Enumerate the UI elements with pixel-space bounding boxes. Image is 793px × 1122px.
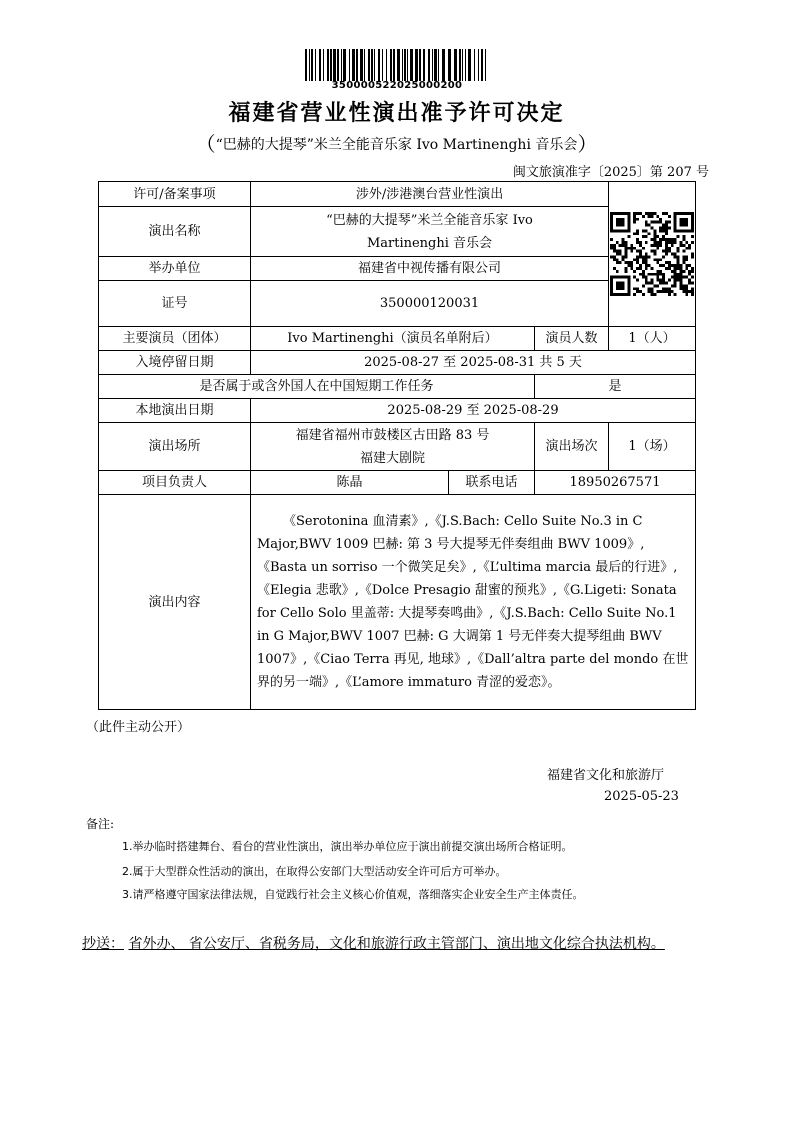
label-venue: 演出场所	[99, 423, 251, 471]
value-entry-stay-dates: 2025-08-27 至 2025-08-31 共 5 天	[251, 351, 696, 375]
value-performer-count: 1（人）	[609, 327, 696, 351]
document-title: 福建省营业性演出准予许可决定	[228, 100, 565, 126]
label-license-number: 证号	[99, 281, 251, 327]
barcode	[305, 49, 489, 81]
value-program: 《Serotonina 血清素》,《J.S.Bach: Cello Suite No.3 in C Major,BWV 1009 巴赫: 第 3 号大提琴无伴奏组曲 BWV 1009》,《Basta un sorriso 一个微笑足矣》,《L’ultima marcia 最后的行进》,《Elegia 悲歌》,《Dolce Presagio 甜蜜的预兆》,《G.Ligeti: Sonata for Cello Solo 里盖蒂: 大提琴奏鸣曲》,《J.S.Bach: Cello Suite No.1 in G Major,BWV 1007 巴赫: G 大调第 1 号无伴奏大提琴组曲 BWV 1007》,《Ciao Terra 再见, 地球》,《Dall’altra parte del mondo 在世界的另一端》,《L’amore immaturo 青涩的爱恋》。	[251, 495, 696, 710]
label-project-leader: 项目负责人	[99, 471, 251, 495]
label-organizer: 举办单位	[99, 257, 251, 281]
label-main-performers: 主要演员（团体）	[99, 327, 251, 351]
label-local-dates: 本地演出日期	[99, 399, 251, 423]
value-performance-name	[251, 207, 609, 257]
qr-code-cell	[609, 182, 696, 327]
value-license-number: 350000120031	[251, 281, 609, 327]
value-show-count: 1（场）	[609, 423, 696, 471]
label-performer-count: 演员人数	[535, 327, 609, 351]
label-permit-item: 许可/备案事项	[99, 182, 251, 207]
public-note: （此件主动公开）	[86, 720, 191, 735]
qr-code	[610, 212, 694, 296]
value-project-leader: 陈晶	[251, 471, 449, 495]
issue-date: 2025-05-23	[604, 789, 679, 804]
value-contact-phone: 18950267571	[535, 471, 696, 495]
value-main-performers: Ivo Martinenghi（演员名单附后）	[251, 327, 535, 351]
remark-item: 3.请严格遵守国家法律法规，自觉践行社会主义核心价值观，落细落实企业安全生产主体责任。	[122, 888, 584, 901]
label-program: 演出内容	[99, 495, 251, 710]
label-entry-stay-dates: 入境停留日期	[99, 351, 251, 375]
value-permit-item: 涉外/涉港澳台营业性演出	[251, 182, 609, 207]
remarks-label: 备注:	[86, 817, 115, 831]
value-organizer: 福建省中视传播有限公司	[251, 257, 609, 281]
remark-item: 1.举办临时搭建舞台、看台的营业性演出，演出举办单位应于演出前提交演出场所合格证明。	[122, 840, 573, 853]
label-performance-name: 演出名称	[99, 207, 251, 257]
venue-line1: 福建省福州市鼓楼区古田路 83 号	[295, 427, 490, 443]
permit-table	[98, 181, 696, 710]
cc-text: 省外办、 省公安厅、省税务局，文化和旅游行政主管部门、演出地文化综合执法机构。	[128, 936, 665, 952]
cc-label: 抄送：	[82, 936, 124, 952]
remark-item: 2.属于大型群众性活动的演出，在取得公安部门大型活动安全许可后方可举办。	[122, 865, 507, 878]
value-foreign-work: 是	[535, 375, 696, 399]
document-subtitle: （“巴赫的大提琴”米兰全能音乐家 Ivo Martinenghi 音乐会）	[195, 132, 598, 156]
document-number: 闽文旅演准字〔2025〕第 207 号	[512, 165, 709, 180]
label-contact-phone: 联系电话	[449, 471, 535, 495]
cc-line	[82, 932, 714, 956]
venue-line2: 福建大剧院	[359, 450, 425, 466]
subtitle-text: “巴赫的大提琴”米兰全能音乐家 Ivo Martinenghi 音乐会	[215, 137, 578, 153]
label-show-count: 演出场次	[535, 423, 609, 471]
value-local-dates: 2025-08-29 至 2025-08-29	[251, 399, 696, 423]
issuer: 福建省文化和旅游厅	[547, 768, 665, 783]
performance-name-line1: “巴赫的大提琴”米兰全能音乐家 Ivo	[326, 212, 533, 228]
label-foreign-work: 是否属于或含外国人在中国短期工作任务	[99, 375, 535, 399]
value-venue	[251, 423, 535, 471]
barcode-number: 350000522025000200	[331, 80, 463, 91]
performance-name-line2: Martinenghi 音乐会	[366, 235, 493, 251]
